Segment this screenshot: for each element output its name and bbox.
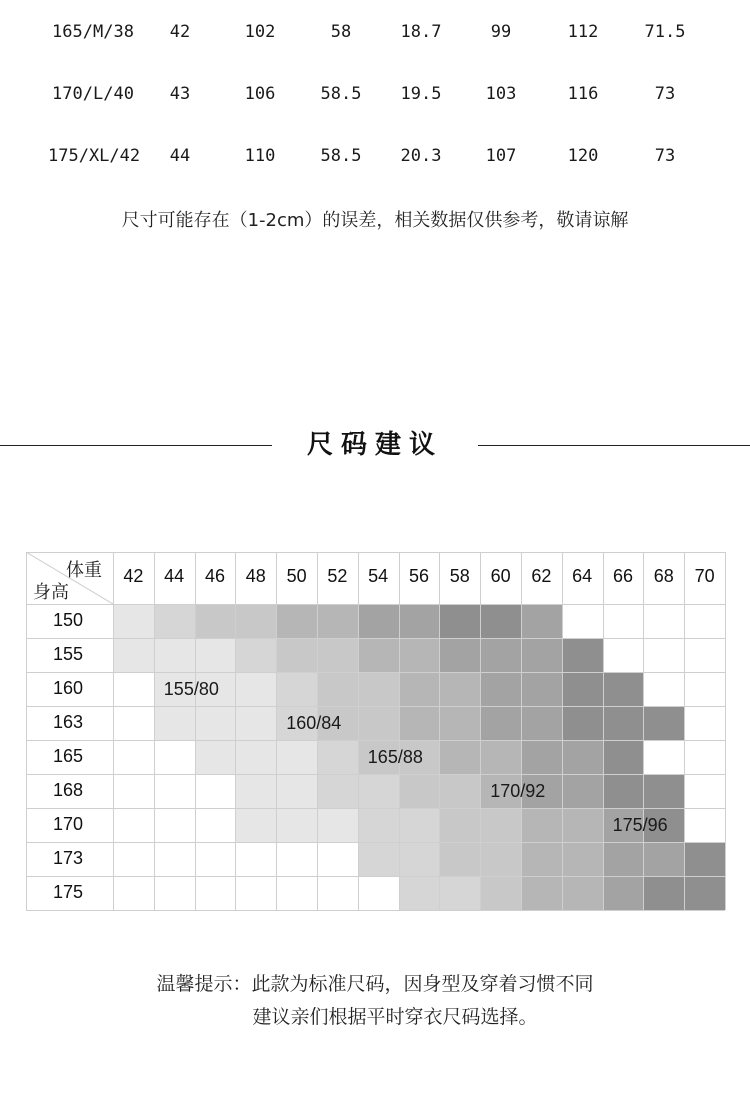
- grid-cell: [399, 808, 440, 842]
- grid-line: [521, 552, 522, 910]
- weight-label: 54: [368, 566, 389, 586]
- weight-label: 66: [612, 566, 633, 586]
- grid-line: [643, 552, 644, 910]
- grid-cell: [439, 876, 480, 910]
- weight-label: 46: [204, 566, 225, 586]
- weight-label: 60: [490, 566, 511, 586]
- grid-cell: [439, 706, 480, 740]
- grid-cell: [521, 638, 562, 672]
- grid-cell: [358, 774, 399, 808]
- grid-cell: [276, 774, 317, 808]
- grid-cell: [276, 808, 317, 842]
- grid-cell: [317, 638, 358, 672]
- height-label: 173: [52, 848, 84, 868]
- grid-line: [26, 638, 725, 639]
- size-region-label: 175/96: [612, 815, 668, 835]
- height-label: 165: [52, 746, 84, 766]
- weight-label: 56: [408, 566, 429, 586]
- weight-label: 58: [449, 566, 470, 586]
- grid-cell: [317, 672, 358, 706]
- grid-cell: [603, 774, 644, 808]
- grid-line: [113, 552, 114, 910]
- grid-line: [276, 552, 277, 910]
- grid-cell: [276, 672, 317, 706]
- grid-cell: [643, 706, 684, 740]
- grid-cell: [358, 604, 399, 638]
- weight-label: 50: [286, 566, 307, 586]
- weight-label: 62: [531, 566, 552, 586]
- grid-cell: [562, 876, 603, 910]
- grid-cell: [521, 876, 562, 910]
- size-cell: 43: [169, 84, 191, 104]
- grid-cell: [439, 842, 480, 876]
- size-cell: 107: [485, 146, 517, 166]
- grid-cell: [317, 808, 358, 842]
- grid-cell: [358, 672, 399, 706]
- size-region-label: 160/84: [286, 713, 342, 733]
- grid-line: [26, 774, 725, 775]
- size-cell: 120: [567, 146, 599, 166]
- size-cell: 106: [244, 84, 276, 104]
- grid-cell: [439, 774, 480, 808]
- size-cell: 58.5: [320, 84, 362, 104]
- grid-line: [26, 706, 725, 707]
- grid-cell: [235, 672, 276, 706]
- grid-cell: [276, 638, 317, 672]
- grid-cell: [562, 740, 603, 774]
- grid-cell: [521, 740, 562, 774]
- grid-line: [684, 552, 685, 910]
- size-cell: 110: [244, 146, 276, 166]
- grid-cell: [439, 672, 480, 706]
- grid-line: [480, 552, 481, 910]
- grid-cell: [195, 740, 236, 774]
- size-region-label: 155/80: [163, 679, 219, 699]
- size-cell: 58.5: [320, 146, 362, 166]
- height-label: 150: [52, 610, 84, 630]
- grid-cell: [480, 672, 521, 706]
- size-cell: 58: [330, 22, 352, 42]
- grid-cell: [154, 638, 195, 672]
- height-label: 155: [52, 644, 84, 664]
- weight-label: 68: [653, 566, 674, 586]
- size-region-label: 165/88: [367, 747, 423, 767]
- weight-label: 42: [123, 566, 144, 586]
- grid-cell: [521, 842, 562, 876]
- grid-cell: [480, 706, 521, 740]
- weight-label: 64: [572, 566, 593, 586]
- weight-label: 44: [164, 566, 185, 586]
- grid-cell: [113, 638, 154, 672]
- size-cell: 103: [485, 84, 517, 104]
- size-cell: 165/M/38: [52, 22, 134, 42]
- grid-cell: [439, 604, 480, 638]
- grid-line: [26, 672, 725, 673]
- grid-cell: [235, 638, 276, 672]
- height-label: 170: [52, 814, 84, 834]
- grid-cell: [358, 808, 399, 842]
- grid-cell: [276, 604, 317, 638]
- size-cell: 73: [654, 84, 676, 104]
- height-label: 163: [52, 712, 84, 732]
- grid-cell: [603, 740, 644, 774]
- grid-cell: [480, 842, 521, 876]
- grid-cell: [399, 604, 440, 638]
- grid-line: [26, 604, 725, 605]
- size-cell: 116: [567, 84, 599, 104]
- grid-cell: [195, 706, 236, 740]
- size-cell: 112: [567, 22, 599, 42]
- grid-cell: [684, 876, 725, 910]
- size-cell: 42: [169, 22, 191, 42]
- grid-cell: [317, 774, 358, 808]
- grid-cell: [317, 740, 358, 774]
- grid-cell: [562, 638, 603, 672]
- grid-cell: [235, 740, 276, 774]
- size-cell: 19.5: [400, 84, 442, 104]
- grid-cell: [562, 808, 603, 842]
- grid-cell: [480, 808, 521, 842]
- grid-cell: [154, 706, 195, 740]
- grid-cell: [235, 808, 276, 842]
- grid-cell: [439, 740, 480, 774]
- grid-cell: [439, 638, 480, 672]
- grid-cell: [154, 604, 195, 638]
- grid-cell: [399, 638, 440, 672]
- grid-line: [26, 808, 725, 809]
- grid-line: [603, 552, 604, 910]
- grid-cell: [480, 638, 521, 672]
- grid-cell: [562, 774, 603, 808]
- weight-label: 70: [694, 566, 715, 586]
- grid-cell: [562, 706, 603, 740]
- grid-cell: [358, 842, 399, 876]
- grid-line: [26, 740, 725, 741]
- size-cell: 99: [490, 22, 512, 42]
- grid-line: [26, 842, 725, 843]
- grid-cell: [603, 876, 644, 910]
- grid-cell: [358, 706, 399, 740]
- height-label: 175: [52, 882, 84, 902]
- grid-cell: [603, 706, 644, 740]
- grid-cell: [521, 808, 562, 842]
- weight-label: 48: [245, 566, 266, 586]
- grid-cell: [643, 876, 684, 910]
- grid-line: [725, 552, 726, 910]
- grid-cell: [521, 672, 562, 706]
- grid-line: [235, 552, 236, 910]
- grid-cell: [317, 604, 358, 638]
- grid-cell: [603, 672, 644, 706]
- grid-cell: [480, 876, 521, 910]
- grid-cell: [480, 604, 521, 638]
- size-cell: 170/L/40: [52, 84, 134, 104]
- grid-cell: [684, 842, 725, 876]
- size-cell: 71.5: [644, 22, 686, 42]
- grid-cell: [276, 740, 317, 774]
- corner-height-label: 身高: [33, 582, 69, 603]
- grid-line: [399, 552, 400, 910]
- grid-cell: [643, 842, 684, 876]
- grid-cell: [235, 604, 276, 638]
- grid-cell: [521, 604, 562, 638]
- grid-cell: [399, 672, 440, 706]
- size-region-label: 170/92: [490, 781, 546, 801]
- grid-cell: [643, 774, 684, 808]
- grid-line: [154, 552, 155, 910]
- grid-line: [26, 552, 27, 910]
- grid-cell: [235, 706, 276, 740]
- height-label: 160: [52, 678, 84, 698]
- corner-weight-label: 体重: [66, 560, 102, 581]
- grid-line: [26, 876, 725, 877]
- grid-cell: [195, 638, 236, 672]
- grid-line: [195, 552, 196, 910]
- grid-cell: [603, 842, 644, 876]
- size-cell: 102: [244, 22, 276, 42]
- size-cell: 73: [654, 146, 676, 166]
- grid-line: [358, 552, 359, 910]
- grid-cell: [399, 706, 440, 740]
- grid-line: [439, 552, 440, 910]
- grid-cell: [235, 774, 276, 808]
- size-cell: 175/XL/42: [48, 146, 141, 166]
- weight-label: 52: [327, 566, 348, 586]
- grid-cell: [562, 842, 603, 876]
- grid-cell: [399, 842, 440, 876]
- grid-line: [562, 552, 563, 910]
- grid-line: [26, 910, 725, 911]
- grid-cell: [439, 808, 480, 842]
- grid-cell: [521, 706, 562, 740]
- height-label: 168: [52, 780, 84, 800]
- grid-cell: [399, 774, 440, 808]
- grid-cell: [358, 638, 399, 672]
- size-cell: 18.7: [400, 22, 442, 42]
- grid-line: [26, 552, 725, 553]
- tip-line-2: 建议亲们根据平时穿衣尺码选择。: [252, 1006, 538, 1028]
- size-cell: 44: [169, 146, 191, 166]
- grid-cell: [480, 740, 521, 774]
- measurement-note: 尺寸可能存在（1-2cm）的误差，相关数据仅供参考，敬请谅解: [121, 210, 629, 231]
- tip-line-1: 温馨提示：此款为标准尺码，因身型及穿着习惯不同: [156, 973, 594, 995]
- section-title: 尺码建议: [306, 430, 443, 460]
- size-cell: 20.3: [400, 146, 442, 166]
- grid-cell: [195, 604, 236, 638]
- grid-cell: [399, 876, 440, 910]
- grid-cell: [562, 672, 603, 706]
- grid-cell: [113, 604, 154, 638]
